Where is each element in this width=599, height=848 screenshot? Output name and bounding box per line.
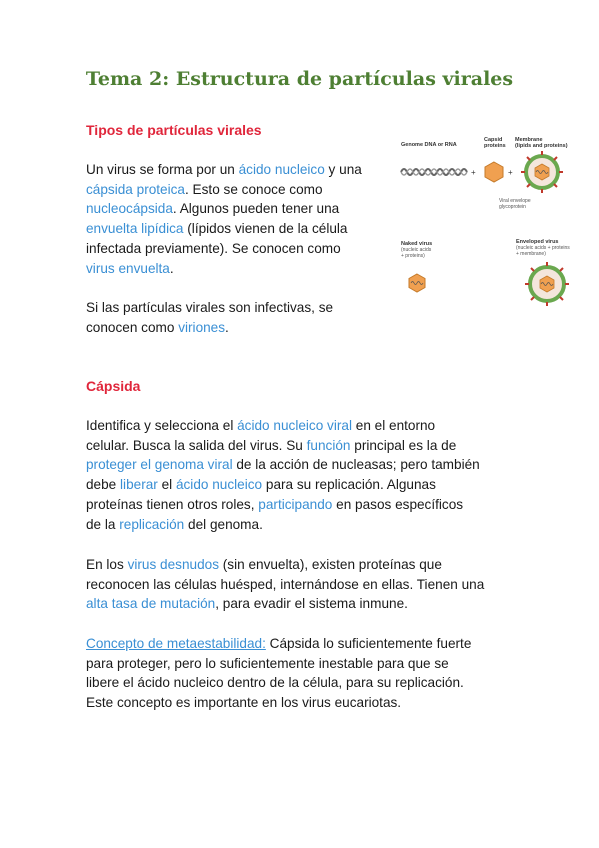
paragraph-virus-definition: Un virus se forma por un ácido nucleico y una cápsida proteica. Esto se conoce como nucleocápsida. Algunos pueden tener una envuelta lipídica (lípidos vienen de la célula infectada previamente). Se conocen como virus envuelta. [86,162,362,276]
term-concepto-metaestabilidad: Concepto de metaestabilidad: [86,636,266,651]
label-membrane-2: (lipids and proteins) [515,143,568,149]
paragraph-viriones: Si las partículas virales son infectivas, se conocen como viriones. [86,300,334,335]
virus-structure-figure [397,132,587,312]
label-naked-2: (nucleic acids [401,247,432,253]
term-capsida-proteica: cápsida proteica [86,181,185,197]
term-participando: participando [258,496,333,512]
term-alta-tasa-mutacion: alta tasa de mutación [86,596,216,612]
paragraph-capsida-funcion: Identifica y selecciona el ácido nucleico viral en el entorno celular. Busca la salida del virus. Su función principal es la de proteger el genoma viral de la acción de nucleasas; pero también debe liberar el ácido nucleico para su replicación. Algunas proteínas tienen otros roles, participando en pasos específicos de la replicación del genoma. [86,418,480,532]
paragraph-metaestabilidad: Concepto de metaestabilidad: Cápsida lo suficientemente fuerte para proteger, pero lo suficientemente inestable para que se libere el ácido nucleico dentro de la célula, para su replicación. Este concepto es importante en los virus eucariotas. [86,636,472,711]
plus-sign-2: + [508,168,513,177]
capsid-hexagon [485,162,503,182]
section-heading-tipos: Tipos de partículas virales [86,122,262,138]
term-liberar: liberar [120,477,158,493]
term-acido-nucleico: ácido nucleico [238,162,325,177]
enveloped-virus-large-icon [525,262,569,306]
label-enveloped-2: (nucleic acids + proteins [516,245,570,251]
label-enveloped-1: Enveloped virus [516,239,559,245]
term-acido-nucleico-viral: ácido nucleico viral [237,418,352,433]
term-virus-desnudos: virus desnudos [127,557,219,572]
term-acido-nucleico-2: ácido nucleico [175,477,263,493]
term-replicacion: replicación [119,516,185,532]
paragraph-virus-desnudos: En los virus desnudos (sin envuelta), existen proteínas que reconocen las células huésped, internándose en ellas. Tienen una alta tasa de mutación, para evadir el sistema inmune. [86,557,485,612]
label-enveloped-3: + membrane) [516,251,546,257]
term-viriones: viriones [178,319,226,335]
naked-virus-icon [409,274,425,292]
page-title: Tema 2: Estructura de partículas virales [85,68,514,90]
label-glyco-2: glycoprotein [499,204,526,210]
plus-sign-1: + [471,168,476,177]
term-virus-envuelta: virus envuelta [86,260,170,276]
label-capsid-2: proteins [484,143,506,149]
term-funcion: función [306,437,351,453]
label-capsid-1: Capsid [484,137,503,143]
label-genome: Genome DNA or RNA [401,142,457,148]
label-membrane-1: Membrane [515,137,543,143]
term-proteger-genoma: proteger el genoma viral [86,457,233,473]
label-naked-1: Naked virus [401,241,433,247]
section-heading-capsida: Cápsida [86,378,141,394]
term-nucleocapsida: nucleocápsida [86,201,173,217]
enveloped-virus-icon [521,151,563,193]
term-envuelta-lipidica: envuelta lipídica [86,221,184,237]
label-glyco-1: Viral envelope [499,198,531,204]
label-naked-3: + proteins) [401,253,425,259]
